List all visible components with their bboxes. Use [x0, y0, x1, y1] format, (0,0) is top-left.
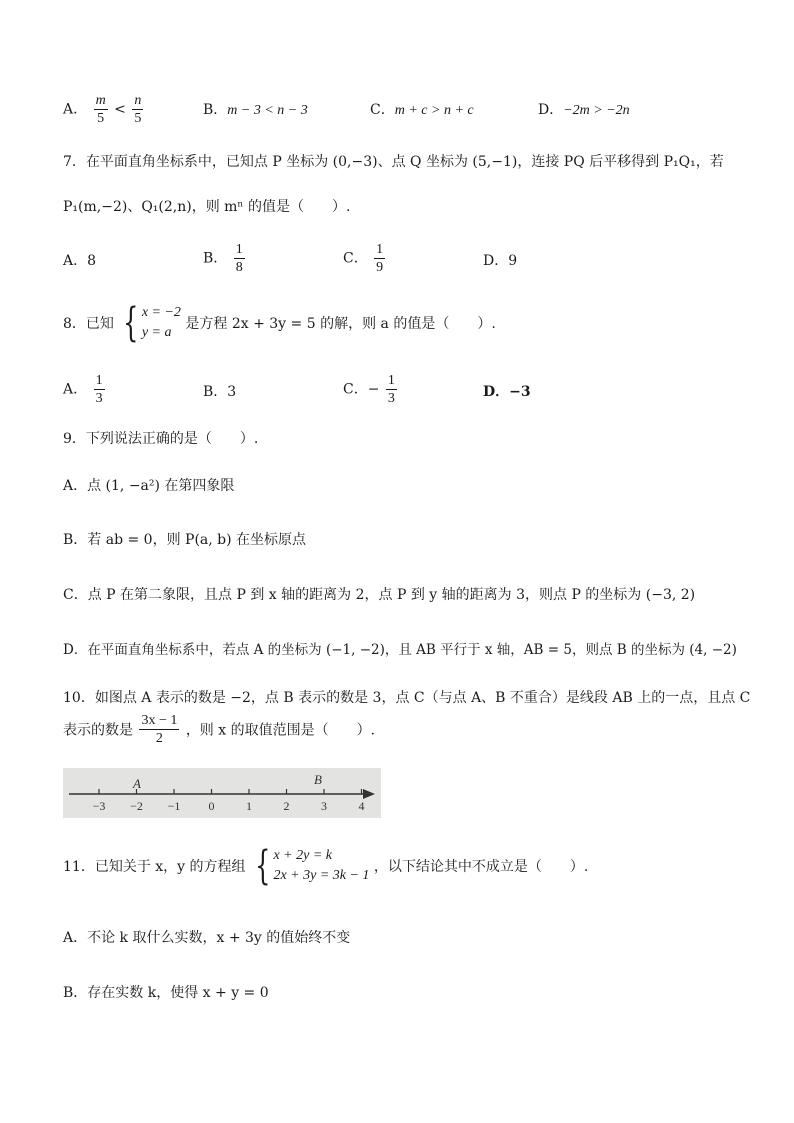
q10-stem-line1: 10．如图点 A 表示的数是 −2，点 B 表示的数是 3，点 C（与点 A、B 不重合）是线段 AB 上的一点，且点 C: [63, 690, 751, 706]
q8-option-b: B．3: [203, 384, 237, 400]
q11-option-b: B．存在实数 k，使得 x + y = 0: [63, 985, 269, 1001]
tick-label: −1: [167, 799, 181, 813]
q11-option-a: A．不论 k 取什么实数，x + 3y 的值始终不变: [63, 930, 351, 946]
fraction: $\frac{3x - 1}{2}$: [141, 713, 178, 746]
q8-option-a: A． $\frac{1}{3}$: [63, 373, 103, 406]
fraction: $\frac{1}{9}$: [376, 242, 384, 275]
q7-stem-line2: P₁(m,−2)、Q₁(2,n)，则 mⁿ 的值是（ ）.: [63, 199, 351, 215]
q9-option-a: A．点 (1, −a²) 在第四象限: [63, 478, 235, 494]
fraction: $\frac{1}{8}$: [235, 242, 243, 275]
q9-stem: 9．下列说法正确的是（ ）.: [63, 431, 259, 447]
tick-label: 1: [246, 799, 252, 813]
q6-option-c: C．m + c > n + c: [370, 102, 474, 118]
tick-group: [93, 789, 365, 813]
tick-label: −2: [130, 799, 143, 813]
q7-option-d: D．9: [483, 253, 518, 269]
brace-icon: {: [123, 300, 139, 346]
tick-label: 2: [283, 799, 290, 813]
point-b-label: B: [314, 772, 322, 787]
q6-option-d: D．−2m > −2n: [538, 102, 630, 118]
tick-label: 0: [208, 799, 215, 813]
equation-system: { x = −2 y = a: [123, 300, 181, 346]
fraction: $\frac{1}{3}$: [387, 373, 395, 406]
q7-option-a: A．8: [63, 253, 97, 269]
number-line: [63, 768, 381, 818]
q9-option-c: C．点 P 在第二象限，且点 P 到 x 轴的距离为 2，点 P 到 y 轴的距离为 3，则点 P 的坐标为 (−3, 2): [63, 587, 696, 603]
q7-option-c: C． $\frac{1}{9}$: [343, 242, 384, 275]
fraction: $\frac{n}{5}$: [134, 93, 142, 126]
q7-option-b: B． $\frac{1}{8}$: [203, 242, 243, 275]
q8-option-c: C．− $\frac{1}{3}$: [343, 373, 395, 406]
brace-icon: {: [255, 843, 271, 889]
q10-stem-line2: 表示的数是 $\frac{3x - 1}{2}$ ，则 x 的取值范围是（ ）.: [63, 713, 376, 746]
q8-stem: 8．已知 { x = −2 y = a 是方程 2x + 3y = 5 的解，则 a 的值是（ ）.: [63, 300, 496, 346]
tick-label: 4: [358, 799, 365, 813]
q6-option-b: B．m − 3 < n − 3: [203, 102, 308, 118]
q7-stem-line1: 7．在平面直角坐标系中，已知点 P 坐标为 (0,−3)、点 Q 坐标为 (5,−1)，连接 PQ 后平移得到 P₁Q₁，若: [63, 154, 724, 170]
arrow-icon: [363, 789, 375, 799]
q11-stem: 11．已知关于 x，y 的方程组 { x + 2y = k 2x + 3y = 3k − 1 ，以下结论其中不成立是（ ）.: [63, 843, 589, 889]
equation-system: { x + 2y = k 2x + 3y = 3k − 1: [255, 843, 370, 889]
option-label: A．: [63, 101, 88, 118]
point-a-label: A: [133, 776, 141, 791]
operator: <: [114, 101, 126, 118]
tick-label: 3: [321, 799, 327, 813]
fraction: $\frac{m}{5}$: [95, 93, 106, 126]
number-line-figure: [63, 768, 381, 818]
q9-option-d: D．在平面直角坐标系中，若点 A 的坐标为 (−1, −2)，且 AB 平行于 x 轴，AB = 5，则点 B 的坐标为 (4, −2): [63, 642, 737, 658]
q8-option-d: D．−3: [483, 384, 531, 400]
q6-option-a: [63, 92, 145, 127]
q9-option-b: B．若 ab = 0，则 P(a, b) 在坐标原点: [63, 532, 307, 548]
tick-label: −3: [92, 799, 106, 813]
fraction: $\frac{1}{3}$: [95, 373, 103, 406]
